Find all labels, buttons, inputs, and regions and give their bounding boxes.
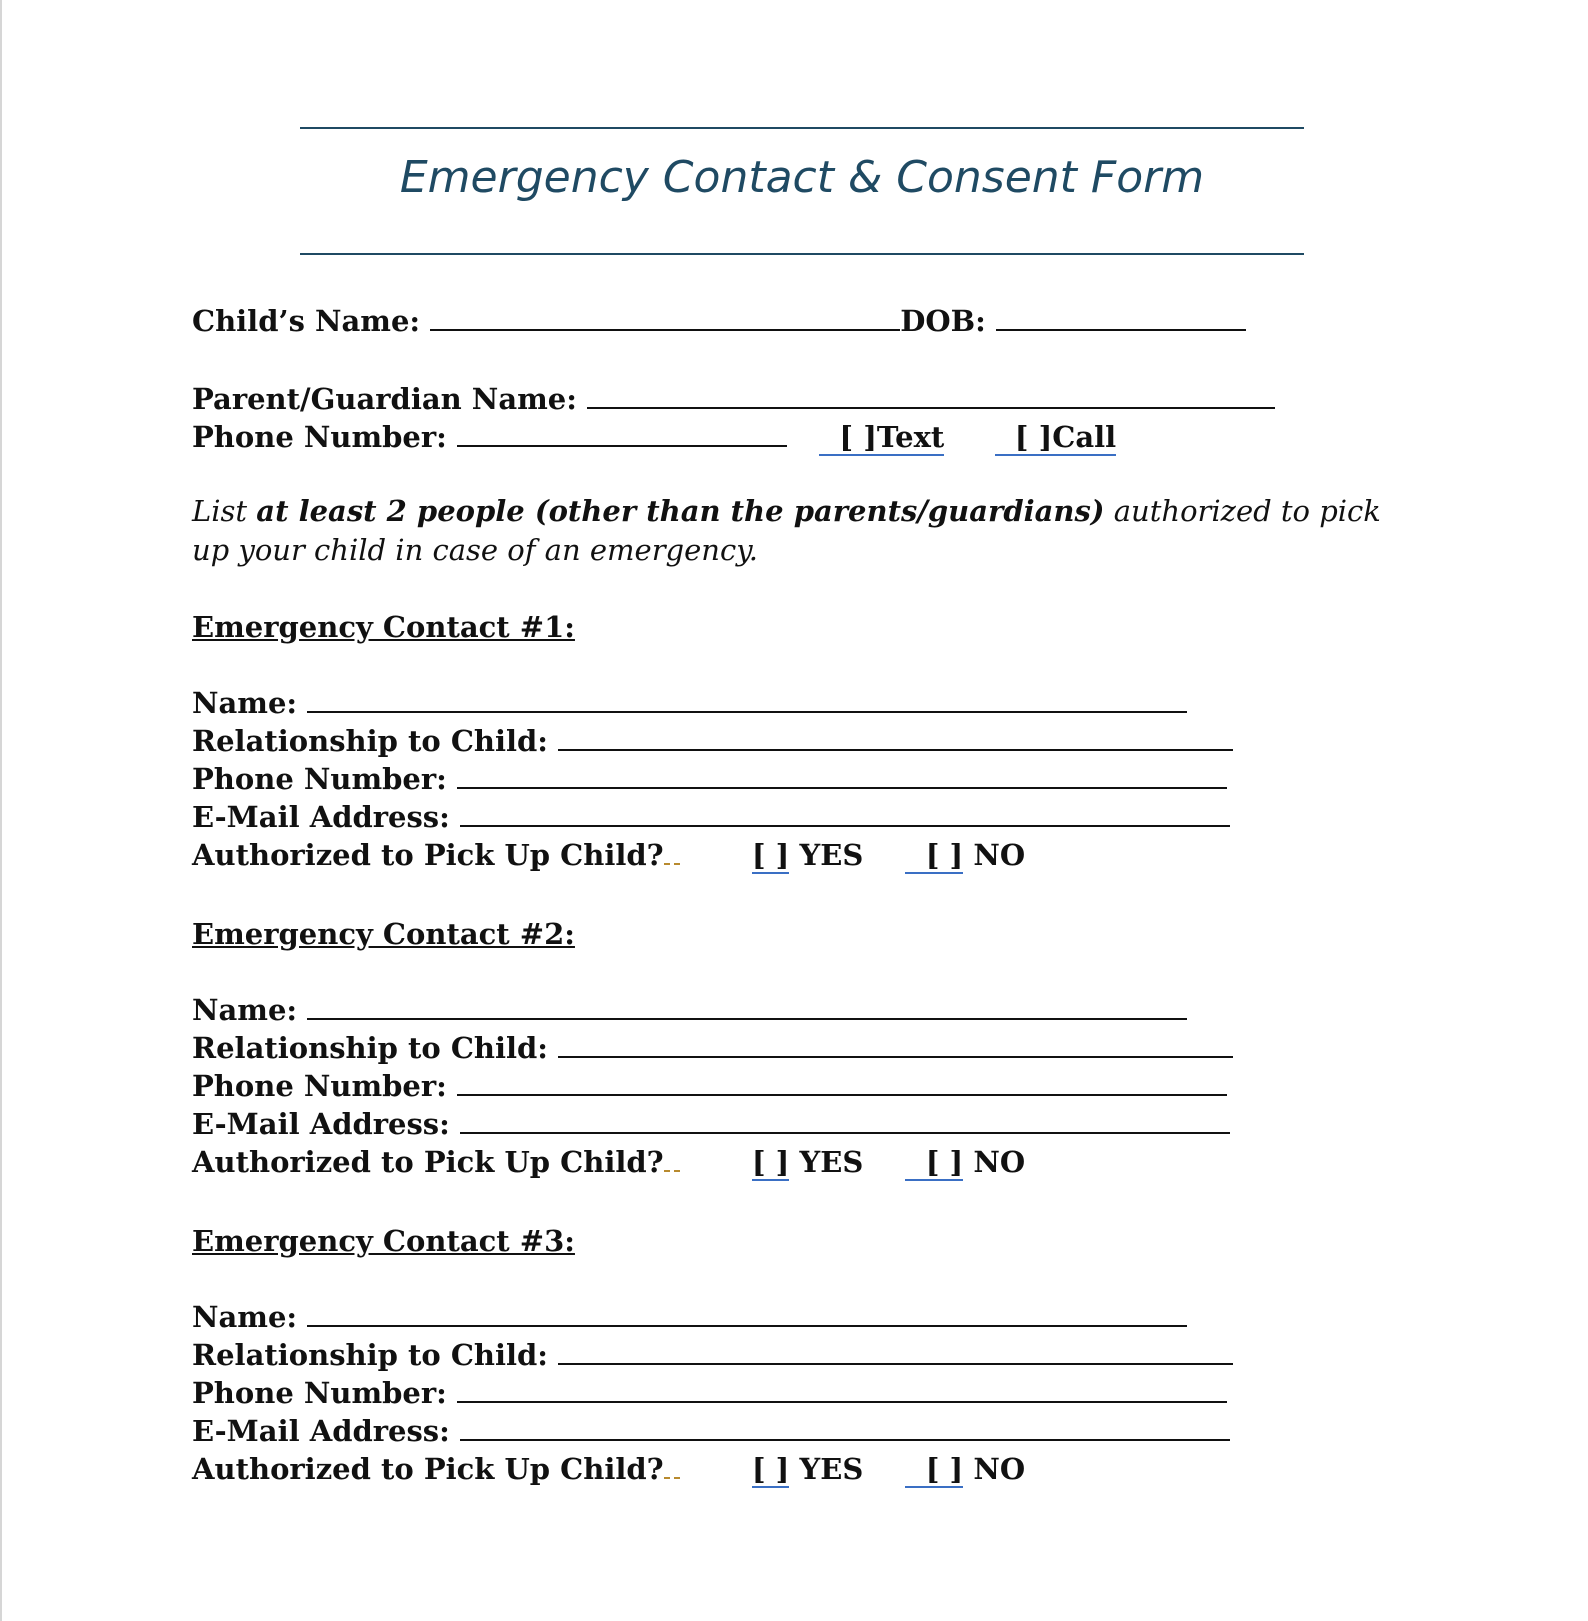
notice-bold: at least 2 people (other than the parents/guardians) [256, 494, 1105, 528]
contact-2-yes-checkbox[interactable]: [ ] [751, 1145, 790, 1179]
parent-name-field[interactable] [587, 383, 1275, 409]
contact-3-yes-label: YES [799, 1452, 864, 1486]
contact-1-heading: Emergency Contact #1: [192, 610, 575, 644]
contact-2-yes-label: YES [799, 1145, 864, 1179]
contact-2-email-field[interactable] [460, 1108, 1230, 1134]
contact-2-relationship-field[interactable] [558, 1032, 1233, 1058]
contact-3-name-field[interactable] [307, 1301, 1187, 1327]
contact-2-no-box: [ ] [925, 1145, 964, 1179]
contact-3-no-label: NO [973, 1452, 1026, 1486]
contact-2-name-label: Name: [192, 993, 298, 1027]
contact-2-name-field[interactable] [307, 994, 1187, 1020]
contact-3-relationship-field[interactable] [558, 1339, 1233, 1365]
title-rule-bottom [300, 253, 1304, 255]
contact-2-name-row [192, 993, 1187, 1027]
contact-1-relationship-row [192, 724, 1233, 758]
contact-3-email-label: E-Mail Address: [192, 1414, 450, 1448]
dob-field[interactable] [996, 305, 1246, 331]
contact-3-name-label: Name: [192, 1300, 298, 1334]
child-name-label: Child’s Name: [192, 304, 421, 338]
text-option-label: [ ]Text [839, 420, 945, 454]
call-option-label: [ ]Call [1014, 420, 1117, 454]
contact-2-authorized-label: Authorized to Pick Up Child? [192, 1145, 664, 1179]
contact-3-yes-checkbox[interactable]: [ ] [751, 1452, 790, 1486]
contact-1-email-row [192, 800, 1230, 834]
notice-post: authorized to pick up your child in case of an emergency. [192, 494, 1381, 567]
contact-1-no-label: NO [973, 838, 1026, 872]
contact-1-authorized-label: Authorized to Pick Up Child? [192, 838, 664, 872]
page-edge [0, 0, 2, 1621]
contact-1-phone-row [192, 762, 1227, 796]
child-info-row [192, 304, 1246, 338]
contact-1-phone-label: Phone Number: [192, 762, 447, 796]
contact-1-yes-checkbox[interactable]: [ ] [751, 838, 790, 872]
contact-2-relationship-row [192, 1031, 1233, 1065]
contact-2-no-label: NO [973, 1145, 1026, 1179]
contact-1-relationship-label: Relationship to Child: [192, 724, 549, 758]
authorization-notice [192, 492, 1402, 570]
child-name-field[interactable] [430, 305, 900, 331]
contact-1-no-checkbox[interactable] [905, 838, 963, 874]
contact-2-email-label: E-Mail Address: [192, 1107, 450, 1141]
text-option-checkbox[interactable] [819, 420, 944, 456]
contact-3-phone-label: Phone Number: [192, 1376, 447, 1410]
contact-2-relationship-label: Relationship to Child: [192, 1031, 549, 1065]
contact-3-heading: Emergency Contact #3: [192, 1224, 575, 1258]
contact-2-heading: Emergency Contact #2: [192, 917, 575, 951]
contact-3-authorized-label: Authorized to Pick Up Child? [192, 1452, 664, 1486]
contact-1-name-row [192, 686, 1187, 720]
contact-1-name-label: Name: [192, 686, 298, 720]
contact-1-no-box: [ ] [925, 838, 964, 872]
contact-1-yes-label: YES [799, 838, 864, 872]
contact-1-authorized-row [192, 838, 1025, 874]
contact-1-relationship-field[interactable] [558, 725, 1233, 751]
contact-3-phone-row [192, 1376, 1227, 1410]
parent-phone-row [192, 420, 1116, 456]
contact-3-phone-field[interactable] [457, 1377, 1227, 1403]
parent-phone-field[interactable] [457, 421, 787, 447]
contact-3-email-row [192, 1414, 1230, 1448]
contact-3-relationship-row [192, 1338, 1233, 1372]
contact-2-authorized-row [192, 1145, 1025, 1181]
contact-2-no-checkbox[interactable] [905, 1145, 963, 1181]
parent-name-row [192, 382, 1275, 416]
dob-label: DOB: [900, 304, 986, 338]
title-rule-top [300, 127, 1304, 129]
contact-2-phone-field[interactable] [457, 1070, 1227, 1096]
parent-name-label: Parent/Guardian Name: [192, 382, 577, 416]
contact-3-email-field[interactable] [460, 1415, 1230, 1441]
notice-pre: List [192, 494, 257, 528]
contact-1-email-label: E-Mail Address: [192, 800, 450, 834]
contact-1-email-field[interactable] [460, 801, 1230, 827]
parent-phone-label: Phone Number: [192, 420, 447, 454]
contact-1-name-field[interactable] [307, 687, 1187, 713]
contact-3-no-checkbox[interactable] [905, 1452, 963, 1488]
call-option-checkbox[interactable] [995, 420, 1117, 456]
contact-3-no-box: [ ] [925, 1452, 964, 1486]
contact-3-name-row [192, 1300, 1187, 1334]
contact-3-authorized-row [192, 1452, 1025, 1488]
contact-2-phone-label: Phone Number: [192, 1069, 447, 1103]
form-title: Emergency Contact & Consent Form [399, 152, 1205, 203]
contact-1-phone-field[interactable] [457, 763, 1227, 789]
contact-3-relationship-label: Relationship to Child: [192, 1338, 549, 1372]
contact-2-email-row [192, 1107, 1230, 1141]
contact-2-phone-row [192, 1069, 1227, 1103]
